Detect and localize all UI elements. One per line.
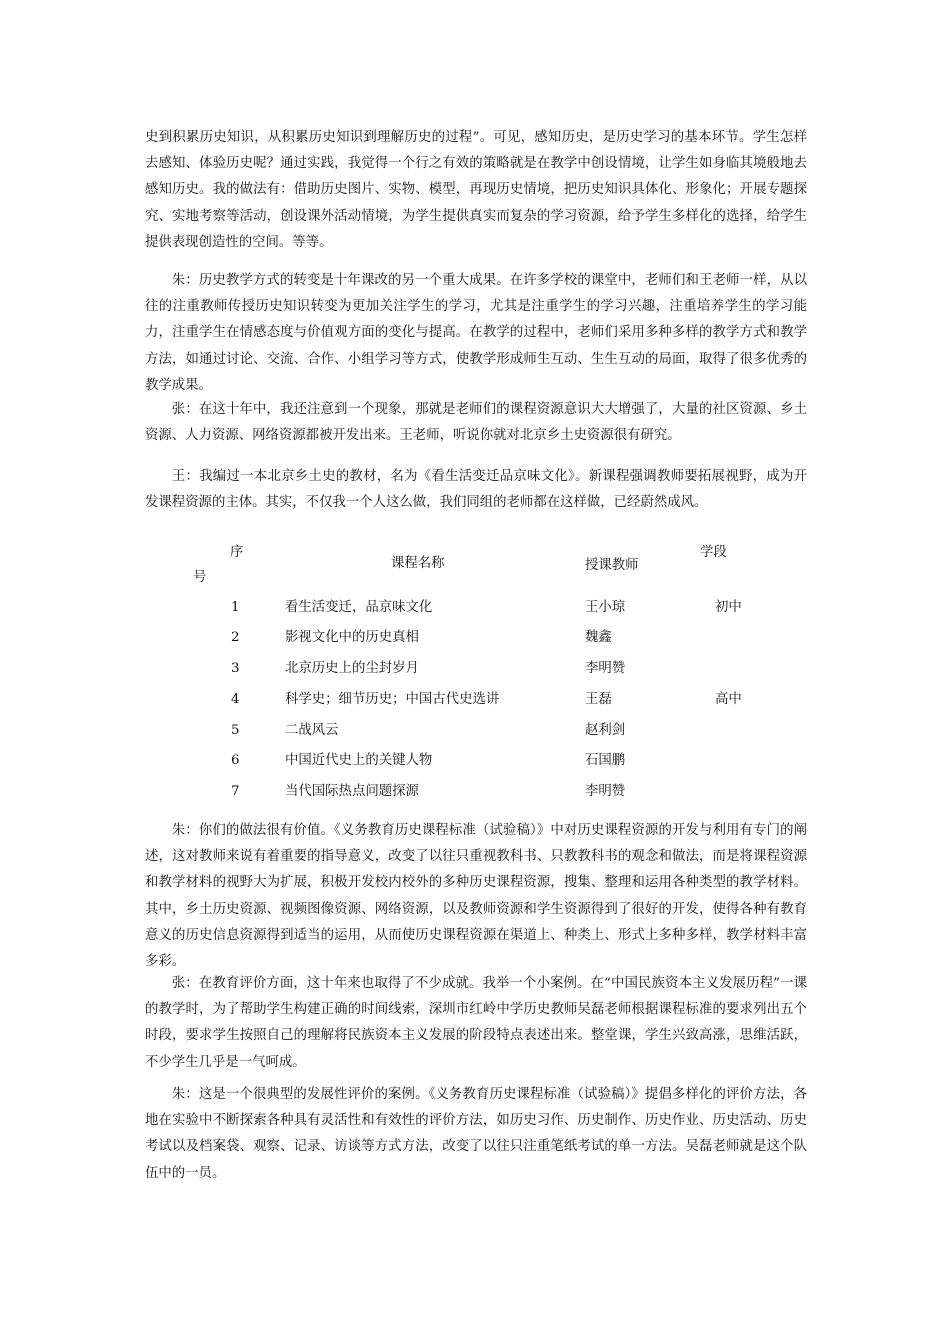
row-4-stage: 高中 [715,692,742,707]
row-3-no: 3 [231,661,240,676]
row-5-no: 5 [231,723,240,738]
course-table [145,538,807,810]
row-2-teacher: 魏鑫 [585,630,612,645]
row-1-no: 1 [231,600,240,615]
row-1-teacher: 王小琼 [585,600,626,615]
paragraph-3: 张：在这十年中，我还注意到一个现象，那就是老师们的课程资源意识大大增强了，大量的社区资源、乡土资源、人力资源、网络资源都被开发出来。王老师，听说你就对北京乡土史资源很有研究。 [145,402,807,444]
row-2-no: 2 [231,630,240,645]
paragraph-5: 朱：你们的做法很有价值。《义务教育历史课程标准（试验稿）》中对历史课程资源的开发与利用有专门的阐述，这对教师来说有着重要的指导意义，改变了以往只重视教科书、只教教科书的观念和做法，而是将课程资源和教学材料的视野大为扩展，积极开发校内校外的多种历史课程资源，搜集、整理和运用各种类型的教学材料。其中，乡土历史资源、视频图像资源、网络资源，以及教师资源和学生资源得到了很好的开发，使得各种有教育意义的历史信息资源得到适当的运用，从而使历史课程资源在渠道上、种类上、形式上多种多样，教学材料丰富多彩。 [145,823,807,970]
header-stage: 学段 [700,545,727,560]
row-6-no: 6 [231,753,240,768]
row-4-no: 4 [231,692,240,707]
row-1-stage: 初中 [715,600,742,615]
row-5-teacher: 赵利剑 [585,723,626,738]
row-7-teacher: 李明赞 [585,784,626,799]
row-4-teacher: 王磊 [585,692,612,707]
header-index-bottom: 号 [193,570,207,585]
paragraph-2: 朱：历史教学方式的转变是十年课改的另一个重大成果。在许多学校的课堂中，老师们和王老师一样，从以往的注重教师传授历史知识转变为更加关注学生的学习，尤其是注重学生的学习兴趣，注重培养学生的学习能力，注重学生在情感态度与价值观方面的变化与提高。在教学的过程中，老师们采用多种多样的教学方式和教学方法，如通过讨论、交流、合作、小组学习等方式，使教学形成师生互动、生生互动的局面，取得了很多优秀的教学成果。 [145,273,807,393]
row-7-course: 当代国际热点问题探源 [285,784,419,799]
row-6-teacher: 石国鹏 [585,753,626,768]
row-4-course: 科学史；细节历史；中国古代史选讲 [285,692,500,707]
row-1-course: 看生活变迁，品京味文化 [285,600,433,615]
row-6-course: 中国近代史上的关键人物 [285,753,433,768]
row-3-teacher: 李明赞 [585,661,626,676]
row-3-course: 北京历史上的尘封岁月 [285,661,419,676]
paragraph-6: 张：在教育评价方面，这十年来也取得了不少成就。我举一个小案例。在“中国民族资本主义发展历程”一课的教学时，为了帮助学生构建正确的时间线索，深圳市红岭中学历史教师吴磊老师根据课程标准的要求列出五个时段，要求学生按照自己的理解将民族资本主义发展的阶段特点表述出来。整堂课，学生兴致高涨，思维活跃，不少学生几乎是一气呵成。 [145,976,807,1070]
header-index-top: 序 [230,545,244,560]
header-course: 课程名称 [391,556,445,571]
header-teacher: 授课教师 [585,558,639,573]
paragraph-4: 王：我编过一本北京乡土史的教材，名为《看生活变迁品京味文化》。新课程强调教师要拓展视野，成为开发课程资源的主体。其实，不仅我一个人这么做，我们同组的老师都在这样做，已经蔚然成风。 [145,469,807,511]
row-2-course: 影视文化中的历史真相 [285,630,419,645]
paragraph-7: 朱：这是一个很典型的发展性评价的案例。《义务教育历史课程标准（试验稿）》提倡多样化的评价方法，各地在实验中不断探索各种具有灵活性和有效性的评价方法，如历史习作、历史制作、历史作业、历史活动、历史考试以及档案袋、观察、记录、访谈等方式方法，改变了以往只注重笔纸考试的单一方法。吴磊老师就是这个队伍中的一员。 [145,1087,807,1181]
row-5-course: 二战风云 [285,723,339,738]
paragraph-1: 史到积累历史知识，从积累历史知识到理解历史的过程”。可见，感知历史，是历史学习的基本环节。学生怎样去感知、体验历史呢？通过实践，我觉得一个行之有效的策略就是在教学中创设情境，让学生如身临其境般地去感知历史。我的做法有：借助历史图片、实物、模型，再现历史情境，把历史知识具体化、形象化；开展专题探究、实地考察等活动，创设课外活动情境，为学生提供真实而复杂的学习资源，给予学生多样化的选择，给学生提供表现创造性的空间。等等。 [145,130,807,250]
row-7-no: 7 [231,784,240,799]
